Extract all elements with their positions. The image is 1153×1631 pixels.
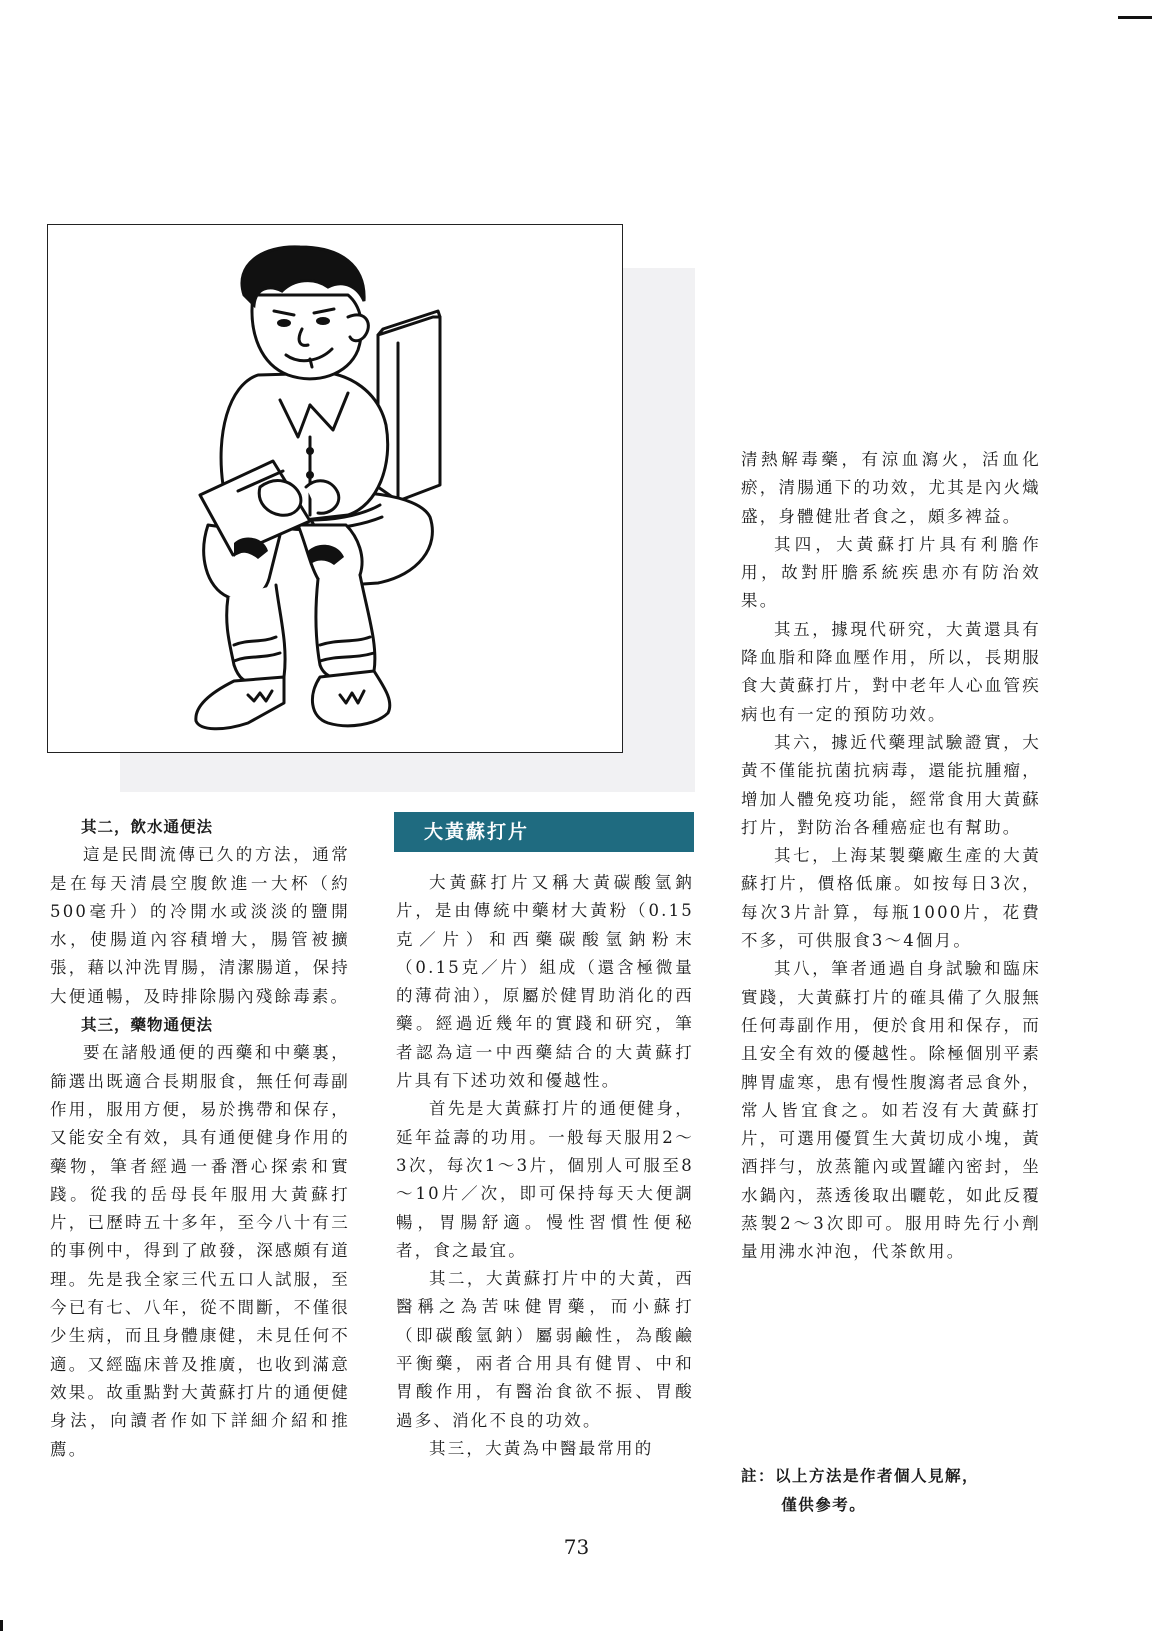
- subheading-medicine-method: 其三，藥物通便法: [81, 1016, 214, 1035]
- subheading-water-method: 其二，飲水通便法: [81, 818, 214, 836]
- paragraph: 其八，筆者通過自身試驗和臨床實踐，大黃蘇打片的確具備了久服無任何毒副作用，便於食用和保存，而且安全有效的優越性。除極個別平素脾胃虛寒，患有慢性腹瀉者忌食外，常人皆宜食之。如若沒有大黃蘇打片，可選用優質生大黃切成小塊，黃酒拌勻，放蒸籠內或置罐內密封，坐水鍋內，蒸透後取出曬乾，如此反覆蒸製2～3次即可。服用時先行小劑量用沸水沖泡，代茶飲用。: [741, 959, 1041, 1262]
- section-title-banner: 大黃蘇打片: [394, 812, 694, 852]
- cartoon-illustration: [47, 224, 623, 753]
- paragraph: 其五，據現代研究，大黃還具有降血脂和降血壓作用，所以，長期服食大黃蘇打片，對中老年人心血管疾病也有一定的預防功效。: [741, 619, 1041, 724]
- paragraph: 這是民間流傳已久的方法，通常是在每天清晨空腹飲進一大杯（約500毫升）的冷開水或淡淡的鹽開水，使腸道內容積增大，腸管被擴張，藉以沖洗胃腸，清潔腸道，保持大便通暢，及時排除腸內殘餘毒素。: [50, 845, 350, 1006]
- paragraph: 清熱解毒藥，有涼血瀉火，活血化瘀，清腸通下的功效，尤其是內火熾盛，身體健壯者食之，頗多裨益。: [741, 450, 1041, 526]
- text-column-right: [741, 446, 1041, 1267]
- text-column-middle: [396, 869, 694, 1463]
- bleed-through-shadow: [120, 752, 695, 792]
- man-on-toilet-reading-icon: [48, 225, 621, 751]
- paragraph: 要在諸般通便的西藥和中藥裏，篩選出既適合長期服食，無任何毒副作用，服用方便，易於携帶和保存，又能安全有效，具有通便健身作用的藥物，筆者經過一番潛心探索和實踐。從我的岳母長年服用大黃蘇打片，已歷時五十多年，至今八十有三的事例中，得到了啟發，深感頗有道理。先是我全家三代五口人試服，至今已有七、八年，從不間斷，不僅很少生病，而且身體康健，未見任何不適。又經臨床普及推廣，也收到滿意效果。故重點對大黃蘇打片的通便健身法，向讀者作如下詳細介紹和推薦。: [50, 1043, 350, 1459]
- author-note: [741, 1462, 1041, 1520]
- paragraph: 大黃蘇打片又稱大黃碳酸氫鈉片，是由傳統中藥材大黃粉（0.15克／片）和西藥碳酸氫鈉粉末（0.15克／片）組成（還含極微量的薄荷油），原屬於健胃助消化的西藥。經過近幾年的實踐和研究，筆者認為這一中西藥結合的大黃蘇打片具有下述功效和優越性。: [396, 873, 694, 1091]
- note-line: 註：以上方法是作者個人見解，: [741, 1467, 980, 1485]
- paragraph: 其七，上海某製藥廠生產的大黃蘇打片，價格低廉。如按每日3次，每次3片計算，每瓶1000片，花費不多，可供服食3～4個月。: [741, 846, 1041, 951]
- paragraph: 其二，大黃蘇打片中的大黃，西醫稱之為苦味健胃藥，而小蘇打（即碳酸氫鈉）屬弱鹼性，為酸鹼平衡藥，兩者合用具有健胃、中和胃酸作用，有醫治食欲不振、胃酸過多、消化不良的功效。: [396, 1269, 694, 1430]
- note-line: 僅供參考。: [781, 1496, 867, 1514]
- paragraph: 首先是大黃蘇打片的通便健身，延年益壽的功用。一般每天服用2～3次，每次1～3片，個別人可服至8～10片／次，即可保持每天大便調暢，胃腸舒適。慢性習慣性便秘者，食之最宜。: [396, 1099, 694, 1260]
- paragraph: 其三，大黃為中醫最常用的: [429, 1438, 654, 1458]
- paragraph: 其四，大黃蘇打片具有利膽作用，故對肝膽系統疾患亦有防治效果。: [741, 534, 1041, 611]
- scan-edge-mark: [1118, 16, 1152, 19]
- text-column-left: [50, 813, 350, 1464]
- page-number: 73: [563, 1535, 590, 1559]
- bleed-through-shadow: [620, 268, 695, 788]
- scan-edge-mark: [0, 1620, 3, 1631]
- paragraph: 其六，據近代藥理試驗證實，大黃不僅能抗菌抗病毒，還能抗腫瘤，增加人體免疫功能，經常食用大黃蘇打片，對防治各種癌症也有幫助。: [741, 732, 1041, 837]
